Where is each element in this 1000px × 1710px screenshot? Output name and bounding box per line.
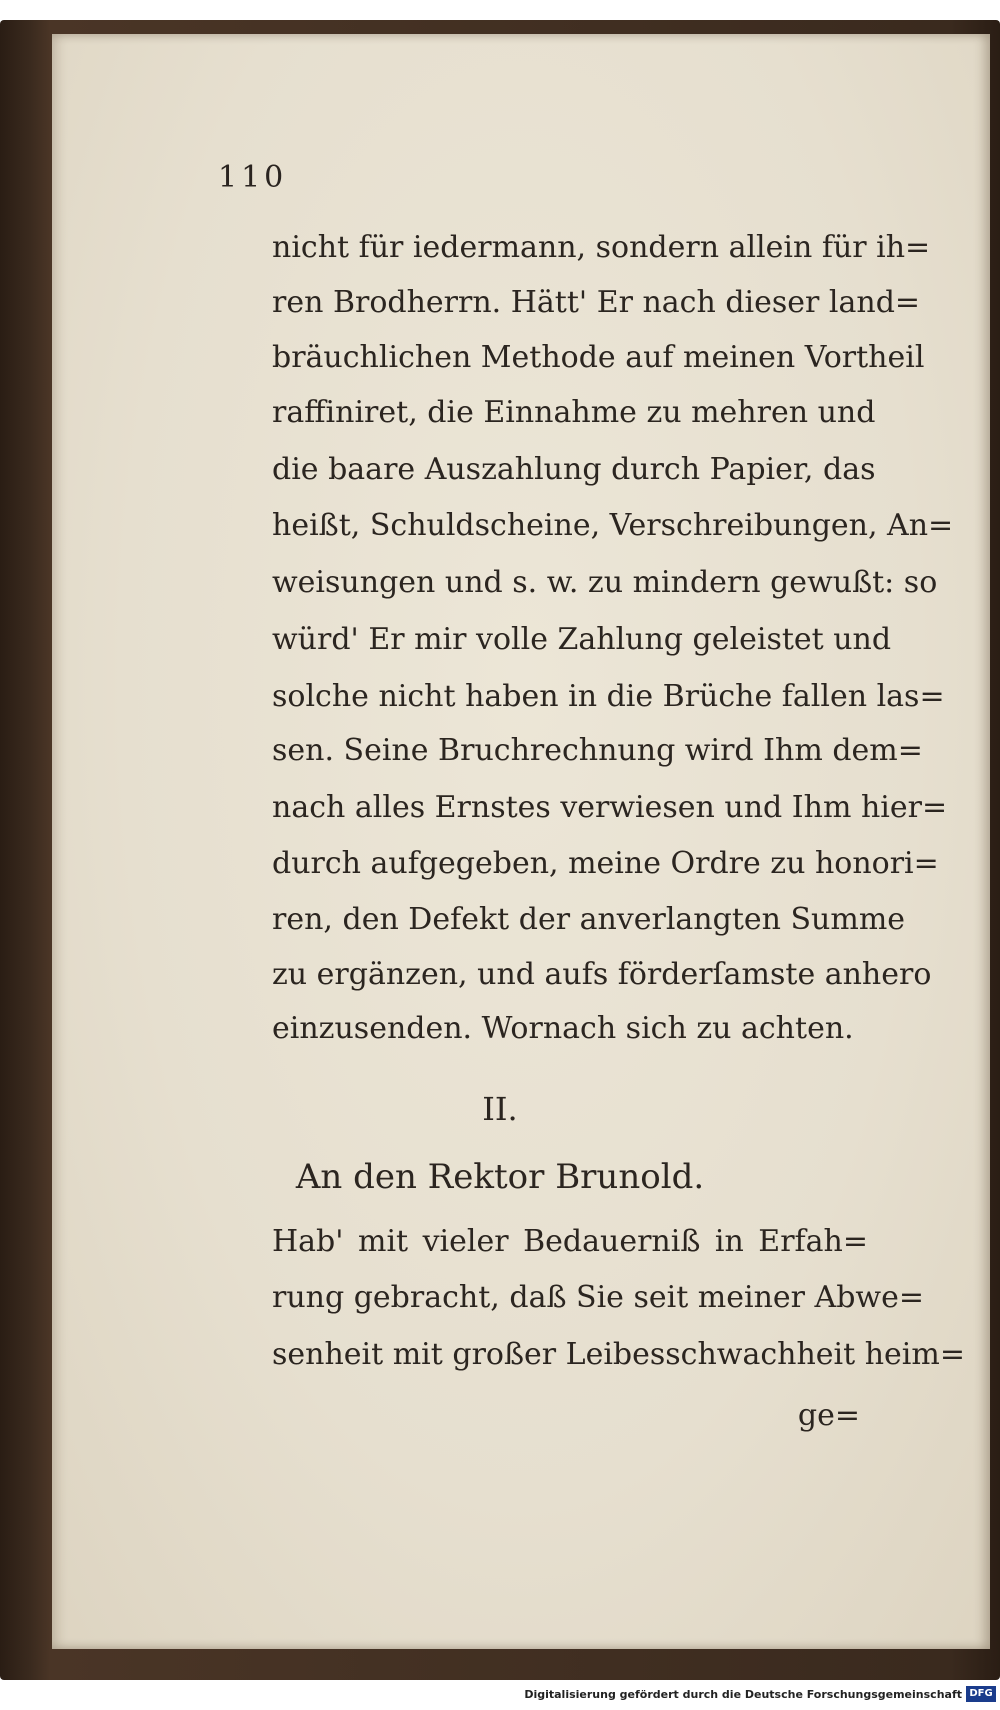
text-line: solche nicht haben in die Brüche fallen las= — [272, 679, 945, 714]
text-line: würd' Er mir volle Zahlung geleistet und — [272, 622, 892, 657]
catchword: ge= — [797, 1398, 860, 1433]
text-line: durch aufgegeben, meine Ordre zu honori= — [272, 846, 939, 881]
dfg-logo-icon: DFG — [966, 1686, 996, 1702]
text-line: nach alles Ernstes verwiesen und Ihm hier= — [272, 790, 948, 825]
text-line: nicht für iedermann, sondern allein für ih= — [272, 230, 931, 265]
text-line: zu ergänzen, und aufs förderſamste anhero — [272, 957, 932, 992]
text-line: heißt, Schuldscheine, Verschreibungen, An= — [272, 508, 954, 543]
text-line: raffiniret, die Einnahme zu mehren und — [272, 395, 876, 430]
text-line: einzusenden. Wornach sich zu achten. — [272, 1011, 854, 1046]
text-line: bräuchlichen Methode auf meinen Vortheil — [272, 340, 925, 375]
text-line: senheit mit großer Leibesschwachheit heim= — [272, 1337, 965, 1372]
section-heading: An den Rektor Brunold. — [295, 1157, 705, 1197]
text-line: weisungen und s. w. zu mindern gewußt: so — [272, 565, 938, 600]
page-number: 110 — [218, 160, 288, 195]
text-line: die baare Auszahlung durch Papier, das — [272, 452, 876, 487]
text-line: sen. Seine Bruchrechnung wird Ihm dem= — [272, 733, 923, 768]
text-line: rung gebracht, daß Sie seit meiner Abwe= — [272, 1280, 924, 1315]
text-line: ren Brodherrn. Hätt' Er nach dieser land= — [272, 285, 921, 320]
section-number: II. — [482, 1090, 518, 1128]
footer — [0, 1680, 1000, 1710]
digitization-credit: Digitalisierung gefördert durch die Deutsche Forschungsgemeinschaft — [524, 1688, 962, 1701]
text-line: ren, den Defekt der anverlangten Summe — [272, 902, 906, 937]
text-line: Hab' mit vieler Bedauerniß in Erfah= — [272, 1224, 868, 1259]
